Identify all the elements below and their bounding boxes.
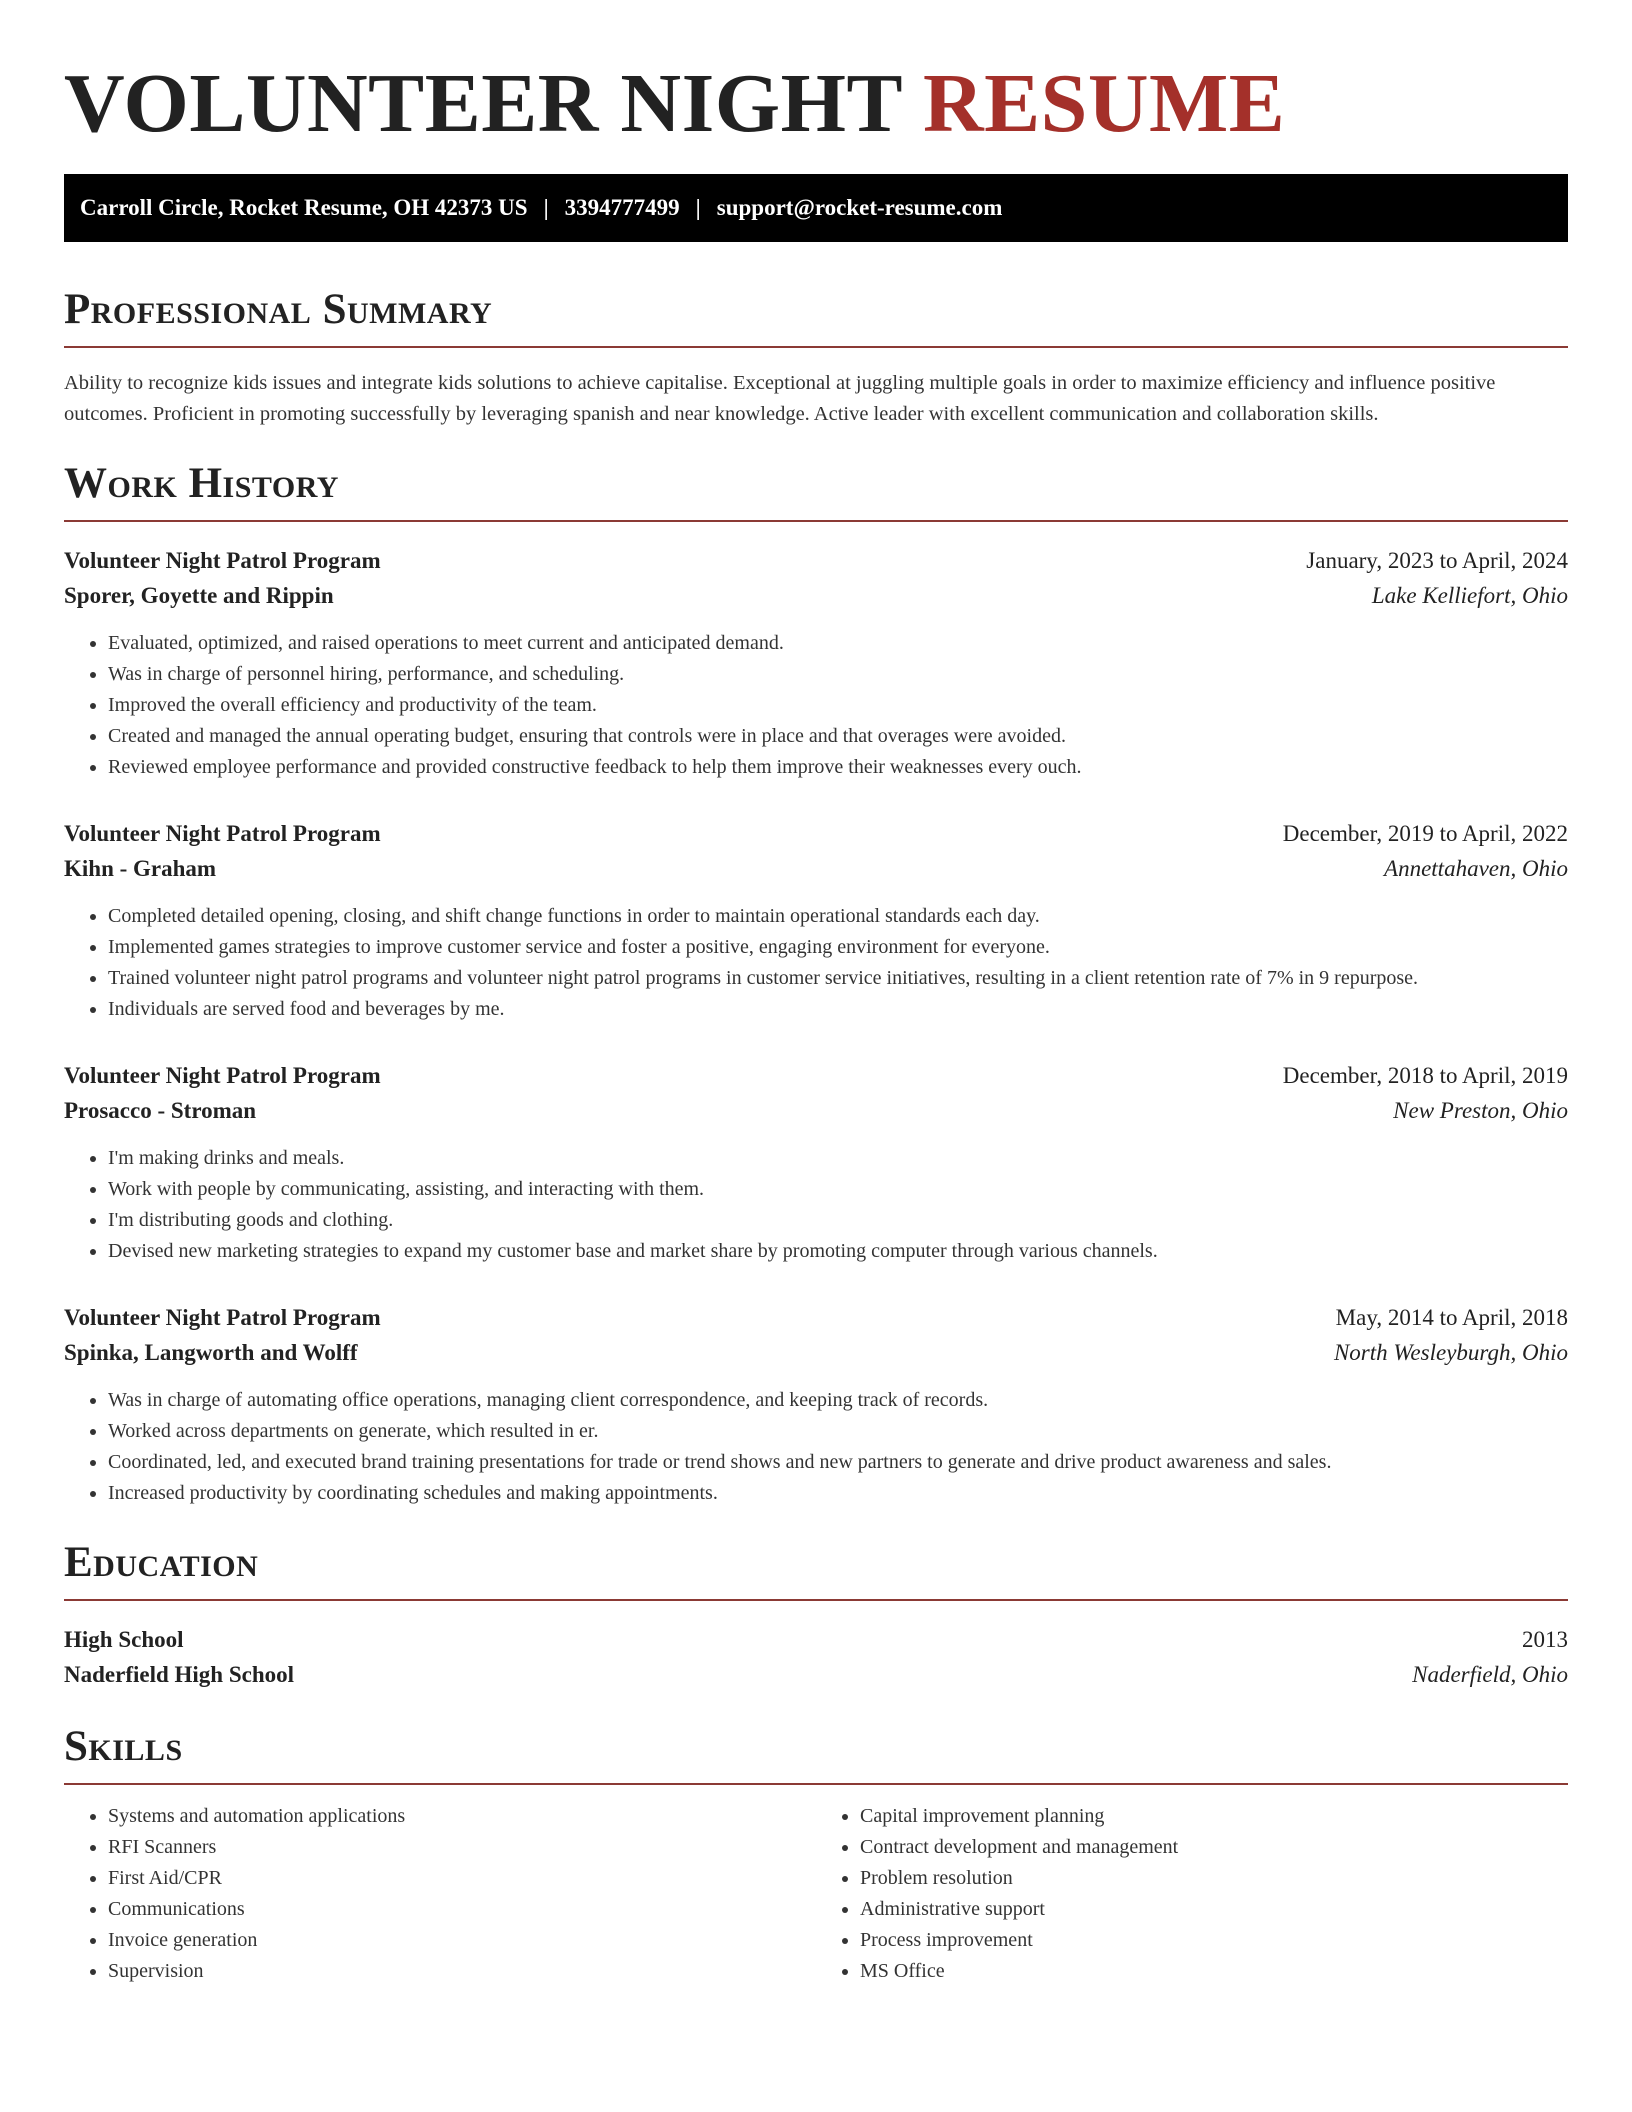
- list-item: • Implemented games strategies to improve customer service and foster a positive, engaging environment for everyone.: [108, 932, 1568, 963]
- contact-bar: [64, 174, 1568, 242]
- skill-item: • Systems and automation applications: [108, 1801, 816, 1832]
- job-dates: January, 2023 to April, 2024: [1306, 548, 1568, 573]
- contact-phone: 3394777499: [564, 195, 680, 220]
- list-item: • Devised new marketing strategies to expand my customer base and market share by promoting computer through various channels.: [108, 1236, 1568, 1267]
- skills-section: [64, 1723, 1568, 1987]
- contact-separator: |: [695, 195, 701, 220]
- contact-email: support@rocket-resume.com: [716, 195, 1003, 220]
- job-location: North Wesleyburgh, Ohio: [1333, 1340, 1568, 1365]
- list-item: • Work with people by communicating, assisting, and interacting with them.: [108, 1174, 1568, 1205]
- skills-columns: [64, 1801, 1568, 1987]
- skill-item: • First Aid/CPR: [108, 1863, 816, 1894]
- job-location: Lake Kelliefort, Ohio: [1371, 583, 1568, 608]
- skill-item: • Supervision: [108, 1956, 816, 1987]
- skill-item: • Contract development and management: [860, 1832, 1568, 1863]
- list-item: • Individuals are served food and beverages by me.: [108, 994, 1568, 1025]
- list-item: • Was in charge of personnel hiring, performance, and scheduling.: [108, 659, 1568, 690]
- list-item: • Coordinated, led, and executed brand training presentations for trade or trend shows and new partners to generate and drive product awareness and sales.: [108, 1447, 1568, 1478]
- summary-text: Ability to recognize kids issues and integrate kids solutions to achieve capitalise. Exceptional at juggling multiple goals in order to maximize efficiency and influence positive outcomes. Proficient in promoting successfully by leveraging spanish and near knowledge. Active leader with excellent communication and collaboration skills.: [64, 372, 1496, 425]
- list-item: • Was in charge of automating office operations, managing client correspondence, and keeping track of records.: [108, 1385, 1568, 1416]
- job-bullets: [64, 1143, 1568, 1267]
- contact-separator: |: [543, 195, 549, 220]
- work-section: [64, 460, 1568, 1509]
- resume-title: [64, 0, 1568, 150]
- list-item: • Trained volunteer night patrol programs and volunteer night patrol programs in customer service initiatives, resulting in a client retention rate of 7% in 9 repurpose.: [108, 963, 1568, 994]
- education-entry: [64, 1623, 1568, 1693]
- list-item: • Created and managed the annual operating budget, ensuring that controls were in place and that overages were avoided.: [108, 721, 1568, 752]
- skill-item: • Problem resolution: [860, 1863, 1568, 1894]
- summary-heading: Professional Summary: [64, 286, 1568, 348]
- job-title: Volunteer Night Patrol Program: [64, 548, 381, 573]
- skills-list-left: [64, 1801, 816, 1987]
- skill-item: • Capital improvement planning: [860, 1801, 1568, 1832]
- job-title: Volunteer Night Patrol Program: [64, 821, 381, 846]
- education-section: [64, 1539, 1568, 1693]
- education-location: Naderfield, Ohio: [1412, 1662, 1568, 1687]
- summary-section: [64, 286, 1568, 430]
- skill-item: • RFI Scanners: [108, 1832, 816, 1863]
- job-location: New Preston, Ohio: [1393, 1098, 1568, 1123]
- list-item: • Increased productivity by coordinating schedules and making appointments.: [108, 1478, 1568, 1509]
- skill-item: • Process improvement: [860, 1925, 1568, 1956]
- skill-item: • MS Office: [860, 1956, 1568, 1987]
- list-item: • Reviewed employee performance and provided constructive feedback to help them improve their weaknesses every ouch.: [108, 752, 1568, 783]
- job-dates: December, 2019 to April, 2022: [1282, 821, 1568, 846]
- education-heading: Education: [64, 1539, 1568, 1601]
- job-title: Volunteer Night Patrol Program: [64, 1063, 381, 1088]
- list-item: • I'm distributing goods and clothing.: [108, 1205, 1568, 1236]
- contact-address: Carroll Circle, Rocket Resume, OH 42373 US: [80, 195, 528, 220]
- job-title: Volunteer Night Patrol Program: [64, 1305, 381, 1330]
- skill-item: • Invoice generation: [108, 1925, 816, 1956]
- job-company: Kihn - Graham: [64, 856, 217, 881]
- job-dates: May, 2014 to April, 2018: [1335, 1305, 1568, 1330]
- job-dates: December, 2018 to April, 2019: [1282, 1063, 1568, 1088]
- job-entry: [64, 1059, 1568, 1267]
- skill-item: • Communications: [108, 1894, 816, 1925]
- skills-heading: Skills: [64, 1723, 1568, 1785]
- skill-item: • Administrative support: [860, 1894, 1568, 1925]
- title-accent: RESUME: [922, 57, 1286, 150]
- job-company: Sporer, Goyette and Rippin: [64, 583, 334, 608]
- title-main: VOLUNTEER NIGHT: [64, 57, 902, 150]
- job-bullets: [64, 1385, 1568, 1509]
- job-bullets: [64, 628, 1568, 783]
- skills-list-right: [816, 1801, 1568, 1987]
- list-item: • Improved the overall efficiency and productivity of the team.: [108, 690, 1568, 721]
- job-company: Prosacco - Stroman: [64, 1098, 257, 1123]
- education-degree: High School: [64, 1627, 184, 1652]
- list-item: • Worked across departments on generate, which resulted in er.: [108, 1416, 1568, 1447]
- education-year: 2013: [1522, 1627, 1568, 1652]
- list-item: • Evaluated, optimized, and raised operations to meet current and anticipated demand.: [108, 628, 1568, 659]
- job-bullets: [64, 901, 1568, 1025]
- education-school: Naderfield High School: [64, 1662, 295, 1687]
- job-entry: [64, 1301, 1568, 1509]
- job-company: Spinka, Langworth and Wolff: [64, 1340, 358, 1365]
- list-item: • Completed detailed opening, closing, and shift change functions in order to maintain operational standards each day.: [108, 901, 1568, 932]
- list-item: • I'm making drinks and meals.: [108, 1143, 1568, 1174]
- work-heading: Work History: [64, 460, 1568, 522]
- job-location: Annettahaven, Ohio: [1384, 856, 1568, 881]
- job-entry: [64, 544, 1568, 783]
- job-entry: [64, 817, 1568, 1025]
